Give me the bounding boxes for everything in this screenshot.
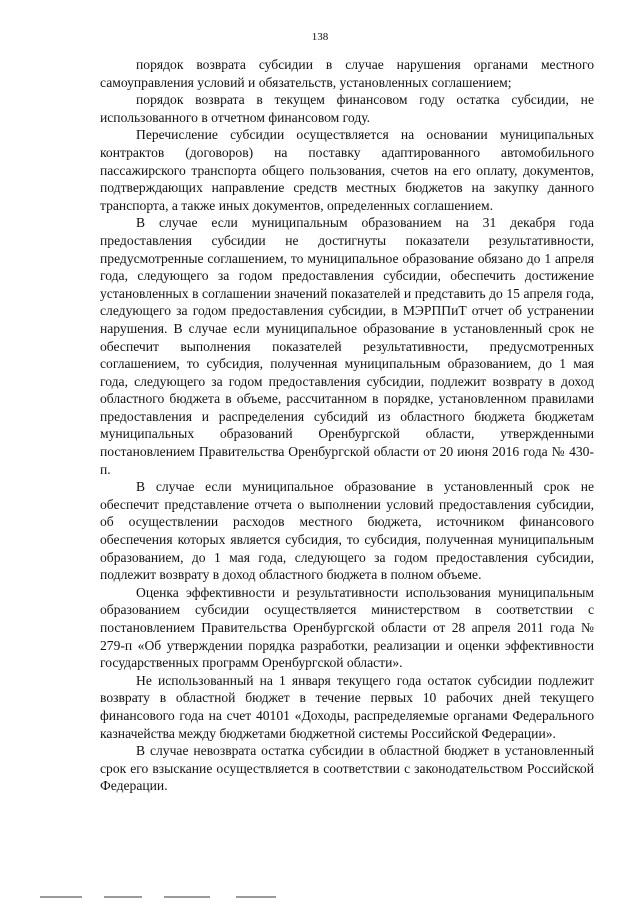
paragraph-unused-balance: Не использованный на 1 января текущего года остаток субсидии подлежит возврату в областной бюджет в течение первых 10 рабочих дней текущего финансового года на счет 40101 «Доходы, распределяемые органами Федерального казначейства между бюджетами бюджетной системы Российской Федерации». <box>100 672 594 741</box>
document-body <box>100 56 594 795</box>
paragraph-refund-remainder: порядок возврата в текущем финансовом году остатка субсидии, не использованного в отчетном финансовом году. <box>100 92 594 125</box>
paragraph-subsidy-transfer: Перечисление субсидии осуществляется на основании муниципальных контрактов (договоров) на поставку адаптированного автомобильного пассажирского транспорта общего пользования, счетов на его оплату, документов, подтверждающих направление средств местных бюджетов на закупку данного транспорта, а также иных документов, определенных соглашением. <box>100 127 594 213</box>
paragraph-refund-violation: порядок возврата субсидии в случае нарушения органами местного самоуправления условий и обязательств, установленных соглашением; <box>100 57 594 90</box>
scan-footer-artifact <box>40 893 600 903</box>
page-number: 138 <box>311 31 329 43</box>
paragraph-performance-indicators: В случае если муниципальным образованием на 31 декабря года предоставления субсидии не достигнуты показатели результативности, предусмотренные соглашением, то муниципальное образование обязано до 1 апреля года, следующего за годом предоставления субсидии, обеспечить достижение установленных в соглашении значений показателей и представить до 15 апреля года, следующего за годом предоставления субсидии, в МЭРППиТ отчет об устранении нарушения. В случае если муниципальное образование в установленный срок не обеспечит выполнения показателей результативности, предусмотренных соглашением, то субсидия, полученная муниципальным образованием, до 1 мая года, следующего за годом предоставления субсидии, подлежит возврату в доход областного бюджета в объеме, рассчитанном в порядке, установленном правилами предоставления и распределения субсидий из областного бюджета бюджетам муниципальных образований Оренбургской области, утвержденными постановлением Правительства Оренбургской области от 20 июня 2016 года № 430-п. <box>100 215 594 477</box>
paragraph-recovery: В случае невозврата остатка субсидии в областной бюджет в установленный срок его взыскание осуществляется в соответствии с законодательством Российской Федерации. <box>100 743 594 794</box>
paragraph-efficiency-evaluation: Оценка эффективности и результативности использования муниципальным образованием субсидии осуществляется министерством в соответствии с постановлением Правительства Оренбургской области от 28 апреля 2011 года № 279-п «Об утверждении порядка разработки, реализации и оценки эффективности государственных программ Оренбургской области». <box>100 584 594 671</box>
paragraph-report-failure: В случае если муниципальное образование в установленный срок не обеспечит представление отчета о выполнении условий предоставления субсидии, об осуществлении расходов местного бюджета, источником финансового обеспечения которых является субсидия, то субсидия, полученная муниципальным образованием, до 1 мая года, следующего за годом предоставления субсидии, подлежит возврату в доход областного бюджета в полном объеме. <box>100 479 594 583</box>
